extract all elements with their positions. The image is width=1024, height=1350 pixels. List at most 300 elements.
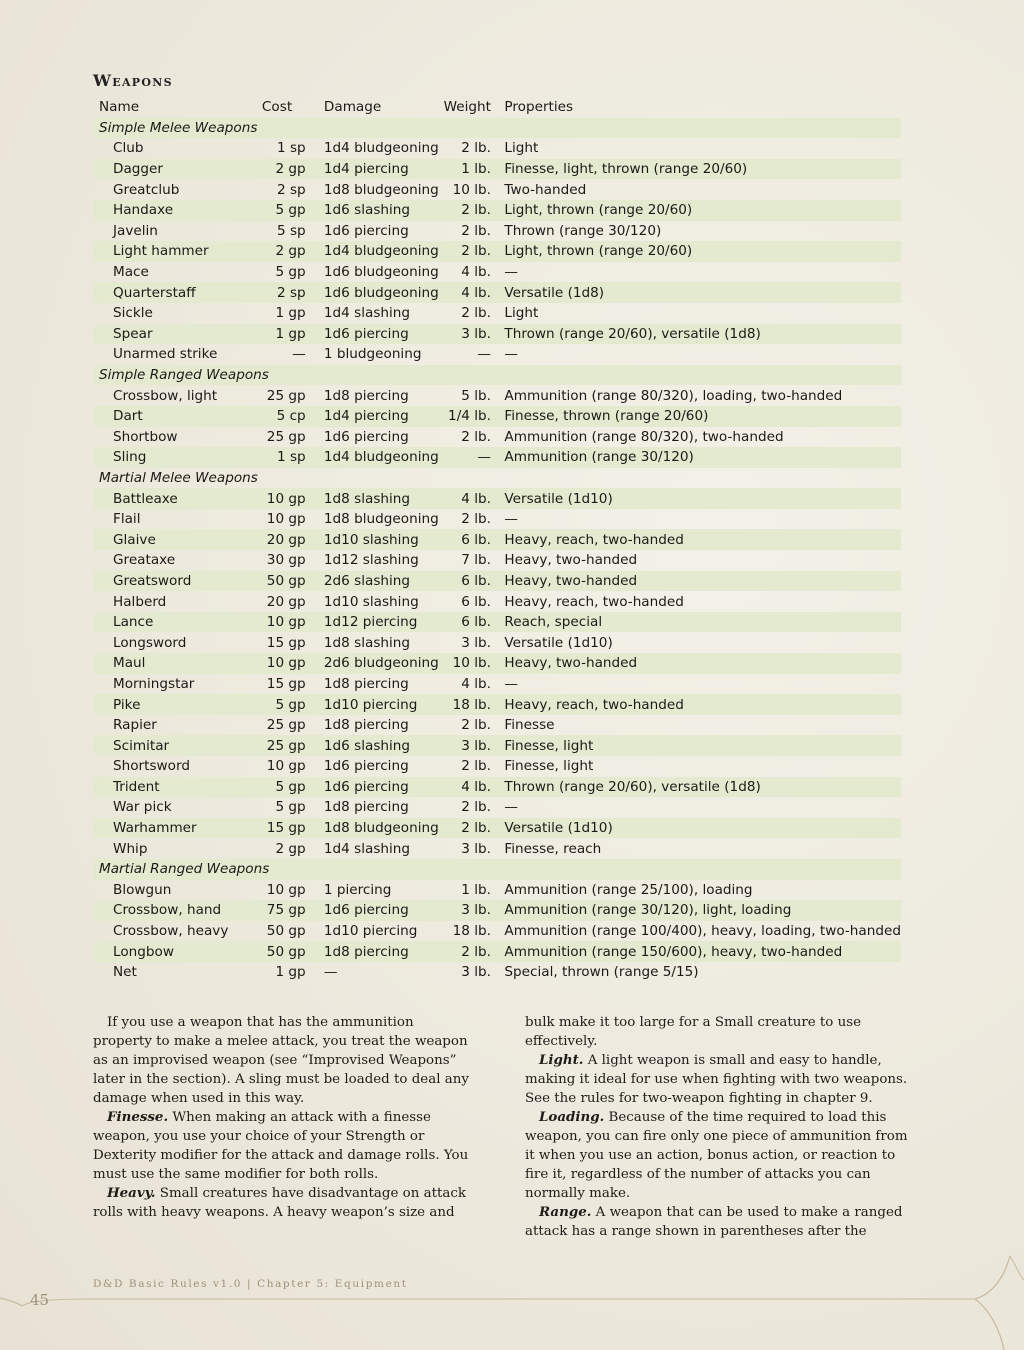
table-row: [94, 941, 901, 962]
weapon-cost: 10 gp: [266, 758, 306, 775]
weapon-properties: Light: [504, 140, 539, 157]
weapon-damage: 1 bludgeoning: [323, 346, 422, 363]
weapon-name: Dart: [94, 406, 262, 427]
cell-spacer: [491, 591, 504, 612]
cell-spacer: [491, 818, 504, 839]
weapon-damage: 1d6 piercing: [324, 777, 444, 798]
weapon-name: Net: [113, 964, 137, 981]
weapon-name: Halberd: [113, 593, 167, 610]
weapon-name: Flail: [113, 511, 141, 528]
cell-spacer: [306, 159, 324, 180]
weapon-damage: 1d6 slashing: [324, 735, 444, 756]
cell-spacer: [491, 427, 504, 448]
weapon-properties: Ammunition (range 150/600), heavy, two-handed: [504, 941, 901, 962]
weapon-damage: 1d6 piercing: [324, 324, 444, 345]
weapon-damage: 1d6 piercing: [323, 758, 409, 775]
table-row: [94, 324, 901, 345]
table-row: [94, 159, 901, 180]
weapon-weight: 3 lb.: [461, 840, 491, 857]
weapon-weight: 6 lb.: [444, 529, 491, 550]
weapon-weight: 2 lb.: [461, 511, 491, 528]
table-row: [94, 406, 901, 427]
cell-spacer: [306, 262, 324, 283]
body-column-left: [93, 1013, 475, 1222]
weapon-name: Morningstar: [113, 675, 195, 692]
heavy-paragraph: [93, 1184, 475, 1222]
weapon-name: Whip: [113, 840, 148, 857]
cell-spacer: [491, 509, 504, 530]
weapon-properties: Thrown (range 20/60), versatile (1d8): [504, 777, 901, 798]
weapon-weight: 2 lb.: [444, 941, 491, 962]
weapon-cost: 10 gp: [262, 488, 306, 509]
weapon-damage: 1d4 piercing: [324, 406, 444, 427]
weapon-cost: 25 gp: [262, 735, 306, 756]
cell-spacer: [491, 138, 504, 159]
cell-spacer: [306, 715, 324, 736]
cell-spacer: [306, 694, 324, 715]
cell-spacer: [306, 962, 324, 983]
light-paragraph: [525, 1051, 913, 1108]
cell-spacer: [306, 632, 324, 653]
weapon-name: Spear: [94, 324, 262, 345]
weapon-name: Light hammer: [94, 241, 262, 262]
cell-spacer: [491, 777, 504, 798]
column-header-name: Name: [99, 99, 140, 116]
range-body: A weapon that can be used to make a ranged attack has a range shown in parentheses after the: [525, 1205, 903, 1239]
weapon-damage: 1d4 slashing: [323, 305, 411, 322]
cell-spacer: [491, 612, 504, 633]
cell-spacer: [491, 715, 504, 736]
table-row: [94, 756, 901, 777]
table-row: [94, 385, 901, 406]
column-spacer: [491, 97, 504, 118]
weapon-weight: 3 lb.: [444, 900, 491, 921]
cell-spacer: [491, 571, 504, 592]
cell-spacer: [306, 674, 324, 695]
loading-paragraph: [525, 1108, 913, 1203]
cell-spacer: [491, 406, 504, 427]
weapon-properties: Heavy, two-handed: [504, 552, 638, 569]
weapon-weight: 5 lb.: [461, 387, 491, 404]
weapon-damage: 1d6 piercing: [324, 900, 444, 921]
weapon-properties: Heavy, reach, two-handed: [504, 593, 684, 610]
weapon-cost: 25 gp: [266, 387, 306, 404]
weapon-damage: 1d8 piercing: [323, 675, 409, 692]
cell-spacer: [306, 921, 324, 942]
weapon-name: War pick: [113, 799, 172, 816]
cell-spacer: [491, 344, 504, 365]
weapon-cost: 50 gp: [266, 923, 306, 940]
weapon-properties: Heavy, reach, two-handed: [504, 529, 901, 550]
weapon-weight: 18 lb.: [444, 694, 491, 715]
table-row: [94, 962, 901, 983]
weapon-weight: 2 lb.: [461, 428, 491, 445]
weapon-properties: Finesse, light: [504, 735, 901, 756]
range-term: Range.: [539, 1204, 592, 1220]
weapon-damage: 1d8 piercing: [323, 387, 409, 404]
weapon-weight: 1/4 lb.: [444, 406, 491, 427]
cell-spacer: [491, 159, 504, 180]
cell-spacer: [306, 324, 324, 345]
weapon-cost: 50 gp: [262, 571, 306, 592]
category-label: Martial Melee Weapons: [99, 469, 258, 486]
weapon-properties: Finesse: [504, 717, 555, 734]
weapon-weight: 4 lb.: [444, 488, 491, 509]
cell-spacer: [491, 735, 504, 756]
weapon-weight: 6 lb.: [444, 571, 491, 592]
weapon-name: Quarterstaff: [94, 282, 262, 303]
weapon-properties: —: [504, 511, 518, 528]
weapon-cost: 2 gp: [275, 840, 306, 857]
table-row: [94, 797, 901, 818]
weapon-damage: 1d12 piercing: [324, 612, 444, 633]
weapon-weight: 6 lb.: [461, 593, 491, 610]
weapon-weight: —: [444, 447, 491, 468]
cell-spacer: [306, 550, 324, 571]
weapon-damage: 1d4 piercing: [324, 159, 444, 180]
light-term: Light.: [539, 1052, 584, 1068]
weapon-damage: 1d8 slashing: [323, 634, 411, 651]
cell-spacer: [306, 385, 324, 406]
weapon-damage: 2d6 bludgeoning: [324, 653, 444, 674]
weapon-properties: Finesse, light: [504, 758, 594, 775]
column-header-cost: Cost: [261, 99, 293, 116]
weapon-damage: 1d8 piercing: [324, 941, 444, 962]
weapon-properties: —: [504, 799, 518, 816]
weapon-cost: 10 gp: [262, 612, 306, 633]
table-row: [94, 571, 901, 592]
category-row: [94, 365, 901, 386]
weapon-properties: Finesse, light, thrown (range 20/60): [504, 159, 901, 180]
weapon-name: Shortsword: [113, 758, 190, 775]
weapon-properties: Two-handed: [504, 181, 587, 198]
weapon-cost: 15 gp: [266, 675, 306, 692]
table-row: [94, 591, 901, 612]
weapon-damage: 1d8 bludgeoning: [323, 511, 439, 528]
weapon-damage: 1d12 slashing: [323, 552, 419, 569]
heavy-continued-paragraph: bulk make it too large for a Small creature to use effectively.: [525, 1015, 862, 1049]
table-row: [94, 632, 901, 653]
weapon-cost: 5 gp: [262, 777, 306, 798]
weapon-weight: 10 lb.: [452, 181, 491, 198]
weapon-name: Sling: [94, 447, 262, 468]
page-number: 45: [30, 1291, 50, 1309]
weapon-cost: 5 gp: [262, 694, 306, 715]
weapon-damage: 1d10 slashing: [323, 593, 419, 610]
weapon-weight: —: [477, 346, 491, 363]
weapon-name: Rapier: [113, 717, 157, 734]
cell-spacer: [306, 509, 324, 530]
weapon-weight: 1 lb.: [461, 881, 491, 898]
category-label: Simple Melee Weapons: [94, 118, 901, 139]
weapon-damage: 1d10 slashing: [324, 529, 444, 550]
weapons-table: [94, 97, 901, 983]
weapon-properties: Ammunition (range 25/100), loading: [504, 881, 753, 898]
weapon-properties: Finesse, reach: [504, 840, 602, 857]
weapon-name: Shortbow: [113, 428, 178, 445]
cell-spacer: [491, 221, 504, 242]
weapon-damage: 1d4 bludgeoning: [323, 140, 439, 157]
weapon-name: Greatsword: [94, 571, 262, 592]
weapon-properties: Reach, special: [504, 612, 901, 633]
table-row: [94, 427, 901, 448]
weapon-damage: 1d8 bludgeoning: [324, 818, 444, 839]
weapon-damage: 1d8 slashing: [324, 488, 444, 509]
table-row: [94, 262, 901, 283]
category-row: [94, 468, 901, 489]
weapon-name: Crossbow, hand: [94, 900, 262, 921]
weapon-name: Pike: [94, 694, 262, 715]
weapon-cost: 1 sp: [262, 447, 306, 468]
column-header-damage: Damage: [323, 99, 382, 116]
weapon-properties: Thrown (range 30/120): [504, 222, 662, 239]
weapon-cost: 50 gp: [262, 941, 306, 962]
table-row: [94, 715, 901, 736]
weapon-properties: Ammunition (range 80/320), two-handed: [504, 428, 784, 445]
section-title: Weapons: [93, 71, 173, 90]
weapon-weight: 2 lb.: [444, 241, 491, 262]
cell-spacer: [491, 797, 504, 818]
cell-spacer: [306, 138, 324, 159]
cell-spacer: [491, 653, 504, 674]
cell-spacer: [306, 735, 324, 756]
weapon-properties: —: [504, 264, 518, 281]
weapon-weight: 3 lb.: [444, 324, 491, 345]
cell-spacer: [491, 488, 504, 509]
cell-spacer: [306, 653, 324, 674]
weapon-name: Club: [113, 140, 144, 157]
weapon-weight: 2 lb.: [444, 818, 491, 839]
cell-spacer: [306, 838, 324, 859]
weapon-weight: 2 lb.: [461, 222, 491, 239]
cell-spacer: [491, 756, 504, 777]
weapon-weight: 4 lb.: [461, 675, 491, 692]
weapon-weight: 2 lb.: [461, 140, 491, 157]
cell-spacer: [306, 427, 324, 448]
footer-ornament: [0, 1250, 1024, 1350]
weapon-damage: 1d6 slashing: [324, 200, 444, 221]
weapon-weight: 3 lb.: [444, 735, 491, 756]
weapon-damage: 1d10 piercing: [324, 694, 444, 715]
weapon-name: Unarmed strike: [113, 346, 218, 363]
category-row: [94, 859, 901, 880]
cell-spacer: [306, 941, 324, 962]
cell-spacer: [491, 385, 504, 406]
weapon-damage: —: [323, 964, 338, 981]
finesse-body: When making an attack with a finesse weapon, you use your choice of your Strength or Dexterity modifier for the attack and damage rolls. You must use the same modifier for both rolls.: [93, 1110, 469, 1182]
category-label: Simple Ranged Weapons: [94, 365, 901, 386]
weapon-weight: 2 lb.: [461, 305, 491, 322]
body-column-right: [525, 1013, 913, 1241]
column-spacer: [306, 97, 324, 118]
cell-spacer: [306, 447, 324, 468]
weapon-weight: 4 lb.: [444, 777, 491, 798]
cell-spacer: [491, 529, 504, 550]
table-row: [94, 612, 901, 633]
weapon-name: Crossbow, light: [113, 387, 218, 404]
weapon-cost: 20 gp: [266, 593, 306, 610]
table-row: [94, 282, 901, 303]
cell-spacer: [306, 241, 324, 262]
cell-spacer: [306, 179, 324, 200]
cell-spacer: [491, 179, 504, 200]
weapon-name: Handaxe: [94, 200, 262, 221]
weapon-damage: 1d4 bludgeoning: [324, 241, 444, 262]
heavy-body: Small creatures have disadvantage on attack rolls with heavy weapons. A heavy weapon’s size and: [93, 1186, 466, 1220]
cell-spacer: [491, 262, 504, 283]
weapon-weight: 2 lb.: [461, 717, 491, 734]
weapon-weight: 10 lb.: [444, 653, 491, 674]
weapon-name: Greataxe: [113, 552, 176, 569]
table-row: [94, 344, 901, 365]
weapon-weight: 2 lb.: [461, 758, 491, 775]
cell-spacer: [491, 324, 504, 345]
cell-spacer: [306, 344, 324, 365]
weapon-cost: 1 sp: [277, 140, 306, 157]
table-row: [94, 694, 901, 715]
cell-spacer: [491, 941, 504, 962]
cell-spacer: [491, 694, 504, 715]
weapon-cost: 75 gp: [262, 900, 306, 921]
weapon-properties: Heavy, two-handed: [504, 571, 901, 592]
table-row: [94, 447, 901, 468]
cell-spacer: [306, 221, 324, 242]
weapon-properties: Ammunition (range 100/400), heavy, loading, two-handed: [504, 923, 901, 940]
weapon-cost: 15 gp: [262, 818, 306, 839]
cell-spacer: [491, 550, 504, 571]
cell-spacer: [306, 880, 324, 901]
weapon-properties: Heavy, reach, two-handed: [504, 694, 901, 715]
cell-spacer: [491, 900, 504, 921]
range-paragraph: [525, 1203, 913, 1241]
weapon-damage: 1d8 piercing: [323, 799, 409, 816]
table-row: [94, 880, 901, 901]
weapon-weight: 6 lb.: [444, 612, 491, 633]
ammunition-paragraph: If you use a weapon that has the ammunition property to make a melee attack, you treat the weapon as an improvised weapon (see “Improvised Weapons” later in the section). A sling must be loaded to deal any damage when used in this way.: [93, 1015, 469, 1106]
weapon-damage: 1d8 bludgeoning: [323, 181, 439, 198]
category-row: [94, 118, 901, 139]
cell-spacer: [306, 756, 324, 777]
cell-spacer: [306, 282, 324, 303]
weapon-weight: 3 lb.: [461, 634, 491, 651]
table-header-row: [94, 97, 901, 118]
cell-spacer: [491, 200, 504, 221]
weapon-name: Javelin: [113, 222, 158, 239]
weapon-cost: 25 gp: [266, 717, 306, 734]
weapon-weight: 2 lb.: [444, 200, 491, 221]
weapon-name: Glaive: [94, 529, 262, 550]
cell-spacer: [491, 880, 504, 901]
weapon-damage: 1d6 piercing: [323, 428, 409, 445]
weapon-damage: 1d6 bludgeoning: [323, 264, 439, 281]
weapon-cost: 30 gp: [266, 552, 306, 569]
table-row: [94, 735, 901, 756]
weapon-name: Warhammer: [94, 818, 262, 839]
weapon-cost: 5 gp: [262, 200, 306, 221]
cell-spacer: [491, 962, 504, 983]
table-row: [94, 200, 901, 221]
weapon-damage: 1d10 piercing: [323, 923, 418, 940]
weapon-properties: Heavy, two-handed: [504, 653, 901, 674]
column-header-properties: Properties: [504, 99, 574, 116]
weapon-properties: Versatile (1d10): [504, 634, 613, 651]
cell-spacer: [491, 303, 504, 324]
weapon-name: Battleaxe: [94, 488, 262, 509]
weapon-name: Crossbow, heavy: [113, 923, 229, 940]
table-row: [94, 550, 901, 571]
table-row: [94, 138, 901, 159]
weapon-name: Lance: [94, 612, 262, 633]
table-row: [94, 509, 901, 530]
table-row: [94, 241, 901, 262]
weapon-damage: 1d6 bludgeoning: [324, 282, 444, 303]
weapon-properties: Light, thrown (range 20/60): [504, 200, 901, 221]
table-row: [94, 674, 901, 695]
weapon-name: Longsword: [113, 634, 187, 651]
weapon-properties: Ammunition (range 30/120): [504, 447, 901, 468]
weapon-name: Greatclub: [113, 181, 180, 198]
weapon-cost: 5 gp: [275, 799, 306, 816]
table-row: [94, 818, 901, 839]
table-row: [94, 303, 901, 324]
cell-spacer: [491, 921, 504, 942]
table-row: [94, 529, 901, 550]
table-row: [94, 653, 901, 674]
cell-spacer: [491, 674, 504, 695]
cell-spacer: [491, 282, 504, 303]
weapon-properties: Thrown (range 20/60), versatile (1d8): [504, 324, 901, 345]
weapon-name: Scimitar: [94, 735, 262, 756]
weapon-cost: 10 gp: [266, 881, 306, 898]
table-row: [94, 488, 901, 509]
table-body: [94, 118, 901, 983]
cell-spacer: [306, 612, 324, 633]
weapon-damage: 1d8 piercing: [323, 717, 409, 734]
column-header-weight: Weight: [443, 99, 491, 116]
weapon-cost: 5 gp: [275, 264, 306, 281]
weapon-damage: 2d6 slashing: [324, 571, 444, 592]
table-row: [94, 179, 901, 200]
weapon-name: Longbow: [94, 941, 262, 962]
table-row: [94, 221, 901, 242]
weapon-name: Maul: [94, 653, 262, 674]
weapon-cost: 2 sp: [262, 282, 306, 303]
weapon-name: Dagger: [94, 159, 262, 180]
cell-spacer: [306, 303, 324, 324]
weapon-damage: 1d4 bludgeoning: [324, 447, 444, 468]
table-row: [94, 921, 901, 942]
weapon-properties: Versatile (1d10): [504, 818, 901, 839]
weapon-cost: 1 gp: [275, 964, 306, 981]
weapon-name: Sickle: [113, 305, 153, 322]
loading-term: Loading.: [539, 1109, 605, 1125]
weapon-weight: 3 lb.: [461, 964, 491, 981]
weapon-properties: Versatile (1d8): [504, 282, 901, 303]
weapon-name: Mace: [113, 264, 149, 281]
weapon-cost: 1 gp: [262, 324, 306, 345]
weapon-properties: Light: [504, 305, 539, 322]
cell-spacer: [491, 632, 504, 653]
cell-spacer: [306, 818, 324, 839]
weapon-properties: Finesse, thrown (range 20/60): [504, 406, 901, 427]
loading-body: Because of the time required to load this weapon, you can fire only one piece of ammunition from it when you use an action, bonus action, or reaction to fire it, regardless of the number of attacks you can normally make.: [525, 1110, 908, 1201]
cell-spacer: [306, 488, 324, 509]
weapon-name: Blowgun: [113, 881, 172, 898]
weapon-cost: 5 sp: [277, 222, 306, 239]
weapon-damage: 1 piercing: [323, 881, 392, 898]
cell-spacer: [306, 900, 324, 921]
weapon-cost: 10 gp: [266, 511, 306, 528]
